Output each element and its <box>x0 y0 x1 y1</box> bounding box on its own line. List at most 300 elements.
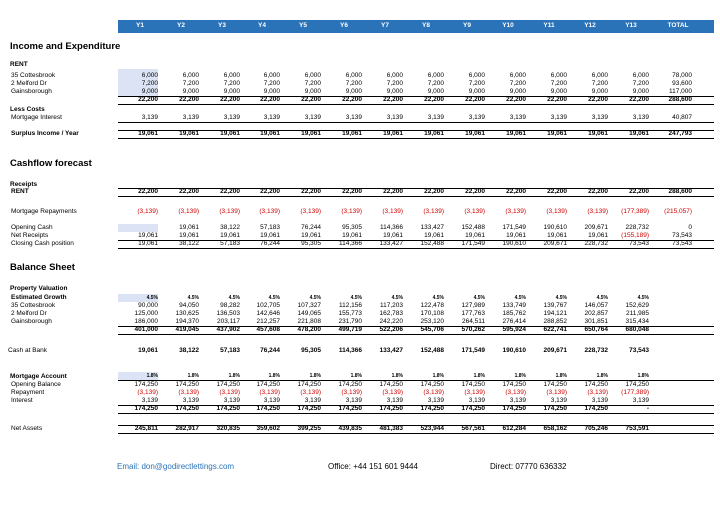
table-cell[interactable]: 6,000 <box>263 72 280 79</box>
table-cell[interactable]: 22,200 <box>465 188 485 195</box>
table-cell[interactable]: 3,139 <box>509 114 526 121</box>
table-cell[interactable]: 22,200 <box>506 96 526 103</box>
table-cell[interactable]: 194,370 <box>175 318 199 325</box>
table-cell[interactable]: (3,139) <box>464 389 485 396</box>
table-cell[interactable]: 174,250 <box>584 405 608 412</box>
table-cell[interactable]: 174,250 <box>543 381 567 388</box>
table-cell[interactable]: 399,255 <box>297 425 321 432</box>
table-cell[interactable]: (3,139) <box>587 389 608 396</box>
table-cell[interactable]: 185,762 <box>502 310 526 317</box>
table-cell[interactable]: 3,139 <box>468 397 485 404</box>
table-cell[interactable]: 3,139 <box>632 114 649 121</box>
table-cell[interactable]: 231,790 <box>338 318 362 325</box>
table-cell[interactable]: (3,139) <box>300 389 321 396</box>
table-cell[interactable]: 19,061 <box>547 232 567 239</box>
table-cell[interactable]: 622,741 <box>543 326 567 333</box>
table-cell[interactable]: 1.8% <box>187 373 199 379</box>
table-cell[interactable]: 122,478 <box>420 302 444 309</box>
table-cell[interactable]: 95,305 <box>301 240 321 247</box>
table-cell[interactable]: 1.8% <box>228 373 240 379</box>
table-cell[interactable]: 22,200 <box>629 96 649 103</box>
table-cell[interactable]: 4.5% <box>146 295 158 301</box>
table-cell[interactable]: 7,200 <box>263 80 280 87</box>
table-cell[interactable]: 209,671 <box>584 224 608 231</box>
table-cell[interactable]: 19,061 <box>301 232 321 239</box>
table-cell[interactable]: 19,061 <box>260 130 280 137</box>
table-cell[interactable]: 22,200 <box>138 188 158 195</box>
table-cell[interactable]: 142,646 <box>256 310 280 317</box>
table-cell[interactable]: 162,783 <box>379 310 403 317</box>
table-cell[interactable]: 22,200 <box>588 96 608 103</box>
table-cell[interactable]: 19,061 <box>342 232 362 239</box>
table-cell[interactable]: 114,366 <box>338 240 362 247</box>
table-cell[interactable]: 102,705 <box>256 302 280 309</box>
table-cell[interactable]: 171,549 <box>502 224 526 231</box>
table-cell[interactable]: 9,000 <box>304 88 321 95</box>
table-cell[interactable]: (3,139) <box>546 208 567 215</box>
table-cell[interactable]: 94,050 <box>179 302 199 309</box>
table-cell[interactable]: 7,200 <box>223 80 240 87</box>
table-cell[interactable]: 545,706 <box>420 326 444 333</box>
table-cell[interactable]: 9,000 <box>591 88 608 95</box>
table-cell[interactable]: 22,200 <box>138 96 158 103</box>
table-cell[interactable]: 242,220 <box>379 318 403 325</box>
table-cell[interactable]: 9,000 <box>468 88 485 95</box>
table-cell[interactable]: 567,561 <box>461 425 485 432</box>
table-cell[interactable]: 22,200 <box>383 188 403 195</box>
table-cell[interactable]: 3,139 <box>632 397 649 404</box>
table-cell[interactable]: 4.5% <box>473 295 485 301</box>
table-cell[interactable]: 4.5% <box>268 295 280 301</box>
table-cell[interactable]: 209,671 <box>543 347 567 354</box>
table-cell[interactable]: 9,000 <box>345 88 362 95</box>
table-cell[interactable]: 19,061 <box>260 232 280 239</box>
table-cell[interactable]: 19,061 <box>424 232 444 239</box>
table-cell[interactable]: 190,610 <box>502 347 526 354</box>
table-cell[interactable]: 174,250 <box>175 381 199 388</box>
table-cell[interactable]: 3,139 <box>427 114 444 121</box>
table-cell[interactable]: (215,057) <box>664 208 692 215</box>
table-cell[interactable]: 117,203 <box>379 302 403 309</box>
table-cell[interactable]: 6,000 <box>509 72 526 79</box>
table-cell[interactable]: 57,183 <box>260 224 280 231</box>
table-cell[interactable]: 6,000 <box>632 72 649 79</box>
table-cell[interactable]: (3,139) <box>587 208 608 215</box>
table-cell[interactable]: (3,139) <box>137 208 158 215</box>
table-cell[interactable]: 9,000 <box>141 88 158 95</box>
table-cell[interactable]: 186,000 <box>134 318 158 325</box>
table-cell[interactable]: 22,200 <box>301 188 321 195</box>
table-cell[interactable]: 6,000 <box>591 72 608 79</box>
table-cell[interactable]: 174,250 <box>338 405 362 412</box>
table-cell[interactable]: 481,383 <box>379 425 403 432</box>
table-cell[interactable]: 570,262 <box>461 326 485 333</box>
table-cell[interactable]: 133,427 <box>420 224 444 231</box>
table-cell[interactable]: 9,000 <box>386 88 403 95</box>
table-cell[interactable]: 6,000 <box>386 72 403 79</box>
table-cell[interactable]: 3,139 <box>345 397 362 404</box>
table-cell[interactable]: 7,200 <box>141 80 158 87</box>
table-cell[interactable]: 174,250 <box>379 405 403 412</box>
table-cell[interactable]: 174,250 <box>216 405 240 412</box>
table-cell[interactable]: 3,139 <box>345 114 362 121</box>
table-cell[interactable]: 4.5% <box>391 295 403 301</box>
table-cell[interactable]: 247,793 <box>668 130 692 137</box>
table-cell[interactable]: 3,139 <box>427 397 444 404</box>
table-cell[interactable]: 19,061 <box>220 130 240 137</box>
table-cell[interactable]: 22,200 <box>179 96 199 103</box>
table-cell[interactable]: 174,250 <box>502 381 526 388</box>
table-cell[interactable]: 3,139 <box>509 397 526 404</box>
table-cell[interactable]: 3,139 <box>263 114 280 121</box>
table-cell[interactable]: 174,250 <box>461 381 485 388</box>
table-cell[interactable]: (177,389) <box>621 389 649 396</box>
table-cell[interactable]: 152,488 <box>420 347 444 354</box>
table-cell[interactable]: 212,257 <box>256 318 280 325</box>
table-cell[interactable]: 253,120 <box>420 318 444 325</box>
table-cell[interactable]: (3,139) <box>464 208 485 215</box>
table-cell[interactable]: 705,246 <box>584 425 608 432</box>
table-cell[interactable]: 107,327 <box>297 302 321 309</box>
table-cell[interactable]: 4.5% <box>228 295 240 301</box>
table-cell[interactable]: 3,139 <box>223 397 240 404</box>
table-cell[interactable]: 190,610 <box>543 224 567 231</box>
table-cell[interactable]: 478,200 <box>297 326 321 333</box>
table-cell[interactable]: 245,811 <box>134 425 158 432</box>
table-cell[interactable]: (3,139) <box>259 389 280 396</box>
table-cell[interactable]: 3,139 <box>304 397 321 404</box>
table-cell[interactable]: 93,600 <box>672 80 692 87</box>
table-cell[interactable]: 170,108 <box>420 310 444 317</box>
table-cell[interactable]: 177,763 <box>461 310 485 317</box>
table-cell[interactable]: 439,835 <box>338 425 362 432</box>
table-cell[interactable]: 98,282 <box>220 302 240 309</box>
table-cell[interactable]: 152,488 <box>420 240 444 247</box>
table-cell[interactable]: 19,061 <box>383 130 403 137</box>
table-cell[interactable]: 22,200 <box>301 96 321 103</box>
table-cell[interactable]: 3,139 <box>386 397 403 404</box>
table-cell[interactable]: (155,189) <box>621 232 649 239</box>
table-cell[interactable]: (3,139) <box>178 208 199 215</box>
table-cell[interactable]: 3,139 <box>263 397 280 404</box>
table-cell[interactable]: 3,139 <box>182 397 199 404</box>
table-cell[interactable]: 9,000 <box>509 88 526 95</box>
table-cell[interactable]: 7,200 <box>632 80 649 87</box>
table-cell[interactable]: 155,773 <box>338 310 362 317</box>
table-cell[interactable]: 9,000 <box>550 88 567 95</box>
table-cell[interactable]: 9,000 <box>223 88 240 95</box>
table-cell[interactable]: 4.5% <box>555 295 567 301</box>
table-cell[interactable]: 194,121 <box>543 310 567 317</box>
table-cell[interactable]: 19,061 <box>424 130 444 137</box>
table-cell[interactable]: 6,000 <box>550 72 567 79</box>
table-cell[interactable]: 174,250 <box>256 405 280 412</box>
table-cell[interactable]: 78,000 <box>672 72 692 79</box>
table-cell[interactable]: 3,139 <box>386 114 403 121</box>
table-cell[interactable]: 174,250 <box>175 405 199 412</box>
table-cell[interactable]: 9,000 <box>182 88 199 95</box>
table-cell[interactable]: 457,608 <box>256 326 280 333</box>
table-cell[interactable]: 7,200 <box>386 80 403 87</box>
table-cell[interactable]: 9,000 <box>632 88 649 95</box>
table-cell[interactable]: 1.8% <box>473 373 485 379</box>
table-cell[interactable]: 3,139 <box>591 114 608 121</box>
table-cell[interactable]: 22,200 <box>179 188 199 195</box>
table-cell[interactable]: 38,122 <box>179 347 199 354</box>
email-link[interactable]: Email: don@godirectlettings.com <box>117 462 235 471</box>
table-cell[interactable]: 4.5% <box>432 295 444 301</box>
table-cell[interactable]: 419,045 <box>175 326 199 333</box>
table-cell[interactable]: 228,732 <box>625 224 649 231</box>
table-cell[interactable]: 19,061 <box>588 130 608 137</box>
table-cell[interactable]: 437,902 <box>216 326 240 333</box>
table-cell[interactable]: 4.5% <box>637 295 649 301</box>
table-cell[interactable]: 1.8% <box>391 373 403 379</box>
table-cell[interactable]: 117,000 <box>668 88 692 95</box>
table-cell[interactable]: 149,065 <box>297 310 321 317</box>
table-cell[interactable]: 3,139 <box>223 114 240 121</box>
table-cell[interactable]: (3,139) <box>259 208 280 215</box>
table-cell[interactable]: 1.8% <box>514 373 526 379</box>
table-cell[interactable]: 658,162 <box>543 425 567 432</box>
table-cell[interactable]: 22,200 <box>220 188 240 195</box>
table-cell[interactable]: 401,000 <box>134 326 158 333</box>
table-cell[interactable]: 221,808 <box>297 318 321 325</box>
table-cell[interactable]: 276,414 <box>502 318 526 325</box>
table-cell[interactable]: 190,610 <box>502 240 526 247</box>
table-cell[interactable]: (3,139) <box>178 389 199 396</box>
table-cell[interactable]: 19,061 <box>506 130 526 137</box>
table-cell[interactable]: 22,200 <box>547 96 567 103</box>
table-cell[interactable]: 6,000 <box>345 72 362 79</box>
table-cell[interactable]: (3,139) <box>341 389 362 396</box>
table-cell[interactable]: 22,200 <box>260 96 280 103</box>
table-cell[interactable]: 1.8% <box>309 373 321 379</box>
table-cell[interactable]: 90,000 <box>138 302 158 309</box>
table-cell[interactable]: 288,600 <box>668 188 692 195</box>
table-cell[interactable]: 19,061 <box>547 130 567 137</box>
table-cell[interactable]: 125,000 <box>134 310 158 317</box>
table-cell[interactable]: 76,244 <box>260 240 280 247</box>
table-cell[interactable]: 22,200 <box>547 188 567 195</box>
table-cell[interactable]: (3,139) <box>382 389 403 396</box>
table-cell[interactable]: 130,625 <box>175 310 199 317</box>
table-cell[interactable]: 650,764 <box>584 326 608 333</box>
table-cell[interactable]: 1.8% <box>268 373 280 379</box>
table-cell[interactable]: 22,200 <box>629 188 649 195</box>
table-cell[interactable]: 211,985 <box>625 310 649 317</box>
table-cell[interactable]: 40,807 <box>672 114 692 121</box>
table-cell[interactable]: 171,549 <box>461 240 485 247</box>
table-cell[interactable]: 22,200 <box>465 96 485 103</box>
table-cell[interactable]: 202,857 <box>584 310 608 317</box>
table-cell[interactable]: 22,200 <box>588 188 608 195</box>
table-cell[interactable]: 19,061 <box>179 232 199 239</box>
table-cell[interactable]: 19,061 <box>179 224 199 231</box>
table-cell[interactable]: 6,000 <box>427 72 444 79</box>
table-cell[interactable]: 174,250 <box>256 381 280 388</box>
table-cell[interactable]: 19,061 <box>179 130 199 137</box>
table-cell[interactable]: 139,767 <box>543 302 567 309</box>
table-cell[interactable]: 288,852 <box>543 318 567 325</box>
table-cell[interactable]: 174,250 <box>502 405 526 412</box>
table-cell[interactable]: 1.8% <box>555 373 567 379</box>
table-cell[interactable]: 0 <box>688 224 692 231</box>
table-cell[interactable]: 315,434 <box>625 318 649 325</box>
table-cell[interactable]: 38,122 <box>179 240 199 247</box>
table-cell[interactable]: (3,139) <box>382 208 403 215</box>
table-cell[interactable]: 73,543 <box>629 240 649 247</box>
table-cell[interactable]: 7,200 <box>345 80 362 87</box>
table-cell[interactable]: 152,488 <box>461 224 485 231</box>
table-cell[interactable]: 133,427 <box>379 240 403 247</box>
table-cell[interactable]: 680,048 <box>625 326 649 333</box>
table-cell[interactable]: (3,139) <box>341 208 362 215</box>
table-cell[interactable]: 3,139 <box>468 114 485 121</box>
table-cell[interactable]: 38,122 <box>220 224 240 231</box>
table-cell[interactable]: 6,000 <box>304 72 321 79</box>
table-cell[interactable]: 3,139 <box>141 397 158 404</box>
table-cell[interactable]: 753,591 <box>625 425 649 432</box>
table-cell[interactable]: 1.8% <box>350 373 362 379</box>
table-cell[interactable]: 19,061 <box>138 347 158 354</box>
table-cell[interactable]: 73,543 <box>629 347 649 354</box>
table-cell[interactable]: 171,549 <box>461 347 485 354</box>
table-cell[interactable]: 9,000 <box>427 88 444 95</box>
table-cell[interactable]: 3,139 <box>591 397 608 404</box>
table-cell[interactable]: 22,200 <box>342 188 362 195</box>
table-cell[interactable]: 19,061 <box>342 130 362 137</box>
table-cell[interactable]: 73,543 <box>672 232 692 239</box>
table-cell[interactable]: 174,250 <box>461 405 485 412</box>
table-cell[interactable]: 174,250 <box>134 381 158 388</box>
table-cell[interactable]: 3,139 <box>550 397 567 404</box>
table-cell[interactable]: (3,139) <box>219 389 240 396</box>
table-cell[interactable]: 3,139 <box>141 114 158 121</box>
table-cell[interactable]: 7,200 <box>304 80 321 87</box>
table-cell[interactable]: 3,139 <box>304 114 321 121</box>
table-cell[interactable]: 174,250 <box>297 405 321 412</box>
table-cell[interactable]: 22,200 <box>424 188 444 195</box>
table-cell[interactable]: 264,511 <box>461 318 485 325</box>
table-cell[interactable]: 127,989 <box>461 302 485 309</box>
table-cell[interactable]: 320,835 <box>216 425 240 432</box>
table-cell[interactable]: 114,366 <box>338 347 362 354</box>
table-cell[interactable]: 22,200 <box>506 188 526 195</box>
table-cell[interactable]: 19,061 <box>629 130 649 137</box>
table-cell[interactable]: (3,139) <box>546 389 567 396</box>
table-cell[interactable]: 1.8% <box>432 373 444 379</box>
table-cell[interactable]: 174,250 <box>543 405 567 412</box>
table-cell[interactable]: 4.5% <box>187 295 199 301</box>
table-cell[interactable]: (3,139) <box>300 208 321 215</box>
table-cell[interactable]: 228,732 <box>584 240 608 247</box>
table-cell[interactable]: 1.8% <box>596 373 608 379</box>
table-cell[interactable]: 4.5% <box>350 295 362 301</box>
table-cell[interactable]: 73,543 <box>672 240 692 247</box>
table-cell[interactable]: 7,200 <box>468 80 485 87</box>
table-cell[interactable]: 22,200 <box>424 96 444 103</box>
table-cell[interactable]: 359,602 <box>256 425 280 432</box>
table-cell[interactable]: (3,139) <box>505 208 526 215</box>
table-cell[interactable]: 174,250 <box>379 381 403 388</box>
table-cell[interactable]: 76,244 <box>301 224 321 231</box>
table-cell[interactable]: 174,250 <box>420 381 444 388</box>
table-cell[interactable]: 288,600 <box>668 96 692 103</box>
table-cell[interactable]: 4.5% <box>514 295 526 301</box>
table-cell[interactable]: 174,250 <box>625 381 649 388</box>
table-cell[interactable]: 523,944 <box>420 425 444 432</box>
table-cell[interactable]: 114,366 <box>379 224 403 231</box>
table-cell[interactable]: 9,000 <box>263 88 280 95</box>
table-cell[interactable]: 22,200 <box>342 96 362 103</box>
table-cell[interactable]: 6,000 <box>223 72 240 79</box>
table-cell[interactable]: 7,200 <box>509 80 526 87</box>
table-cell[interactable]: 3,139 <box>182 114 199 121</box>
table-cell[interactable]: (177,389) <box>621 208 649 215</box>
table-cell[interactable]: 522,206 <box>379 326 403 333</box>
table-cell[interactable]: 152,629 <box>625 302 649 309</box>
table-cell[interactable]: 19,061 <box>138 130 158 137</box>
table-cell[interactable]: 19,061 <box>301 130 321 137</box>
table-cell[interactable]: (3,139) <box>423 208 444 215</box>
table-cell[interactable]: 19,061 <box>138 240 158 247</box>
table-cell[interactable]: 209,671 <box>543 240 567 247</box>
table-cell[interactable]: 499,719 <box>338 326 362 333</box>
table-cell[interactable]: 19,061 <box>138 232 158 239</box>
table-cell[interactable]: 1.8% <box>146 373 158 379</box>
table-cell[interactable]: 4.5% <box>596 295 608 301</box>
table-cell[interactable]: 22,200 <box>220 96 240 103</box>
table-cell[interactable]: 174,250 <box>216 381 240 388</box>
table-cell[interactable]: 19,061 <box>465 232 485 239</box>
table-cell[interactable]: (3,139) <box>137 389 158 396</box>
table-cell[interactable]: 19,061 <box>383 232 403 239</box>
table-cell[interactable]: 174,250 <box>134 405 158 412</box>
table-cell[interactable]: 19,061 <box>220 232 240 239</box>
table-cell[interactable]: 228,732 <box>584 347 608 354</box>
table-cell[interactable]: 301,851 <box>584 318 608 325</box>
table-cell[interactable]: 112,156 <box>338 302 362 309</box>
table-cell[interactable]: 1.8% <box>637 373 649 379</box>
table-cell[interactable]: 282,917 <box>175 425 199 432</box>
table-cell[interactable]: 95,305 <box>301 347 321 354</box>
table-cell[interactable]: 133,427 <box>379 347 403 354</box>
table-cell[interactable]: - <box>646 405 649 412</box>
table-cell[interactable]: 136,503 <box>216 310 240 317</box>
table-cell[interactable]: (3,139) <box>423 389 444 396</box>
table-cell[interactable]: 19,061 <box>588 232 608 239</box>
table-cell[interactable]: 19,061 <box>465 130 485 137</box>
table-cell[interactable]: (3,139) <box>505 389 526 396</box>
table-cell[interactable]: 57,183 <box>220 347 240 354</box>
table-cell[interactable]: 203,117 <box>216 318 240 325</box>
table-cell[interactable]: 19,061 <box>506 232 526 239</box>
table-cell[interactable]: 7,200 <box>550 80 567 87</box>
table-cell[interactable]: 612,284 <box>502 425 526 432</box>
table-cell[interactable]: 174,250 <box>297 381 321 388</box>
table-cell[interactable]: 133,749 <box>502 302 526 309</box>
table-cell[interactable]: 3,139 <box>550 114 567 121</box>
table-cell[interactable]: 6,000 <box>182 72 199 79</box>
table-cell[interactable]: 595,924 <box>502 326 526 333</box>
table-cell[interactable]: 95,305 <box>342 224 362 231</box>
table-cell[interactable]: 7,200 <box>591 80 608 87</box>
table-cell[interactable]: 76,244 <box>260 347 280 354</box>
table-cell[interactable]: 174,250 <box>420 405 444 412</box>
table-cell[interactable]: 7,200 <box>427 80 444 87</box>
table-cell[interactable]: 22,200 <box>383 96 403 103</box>
